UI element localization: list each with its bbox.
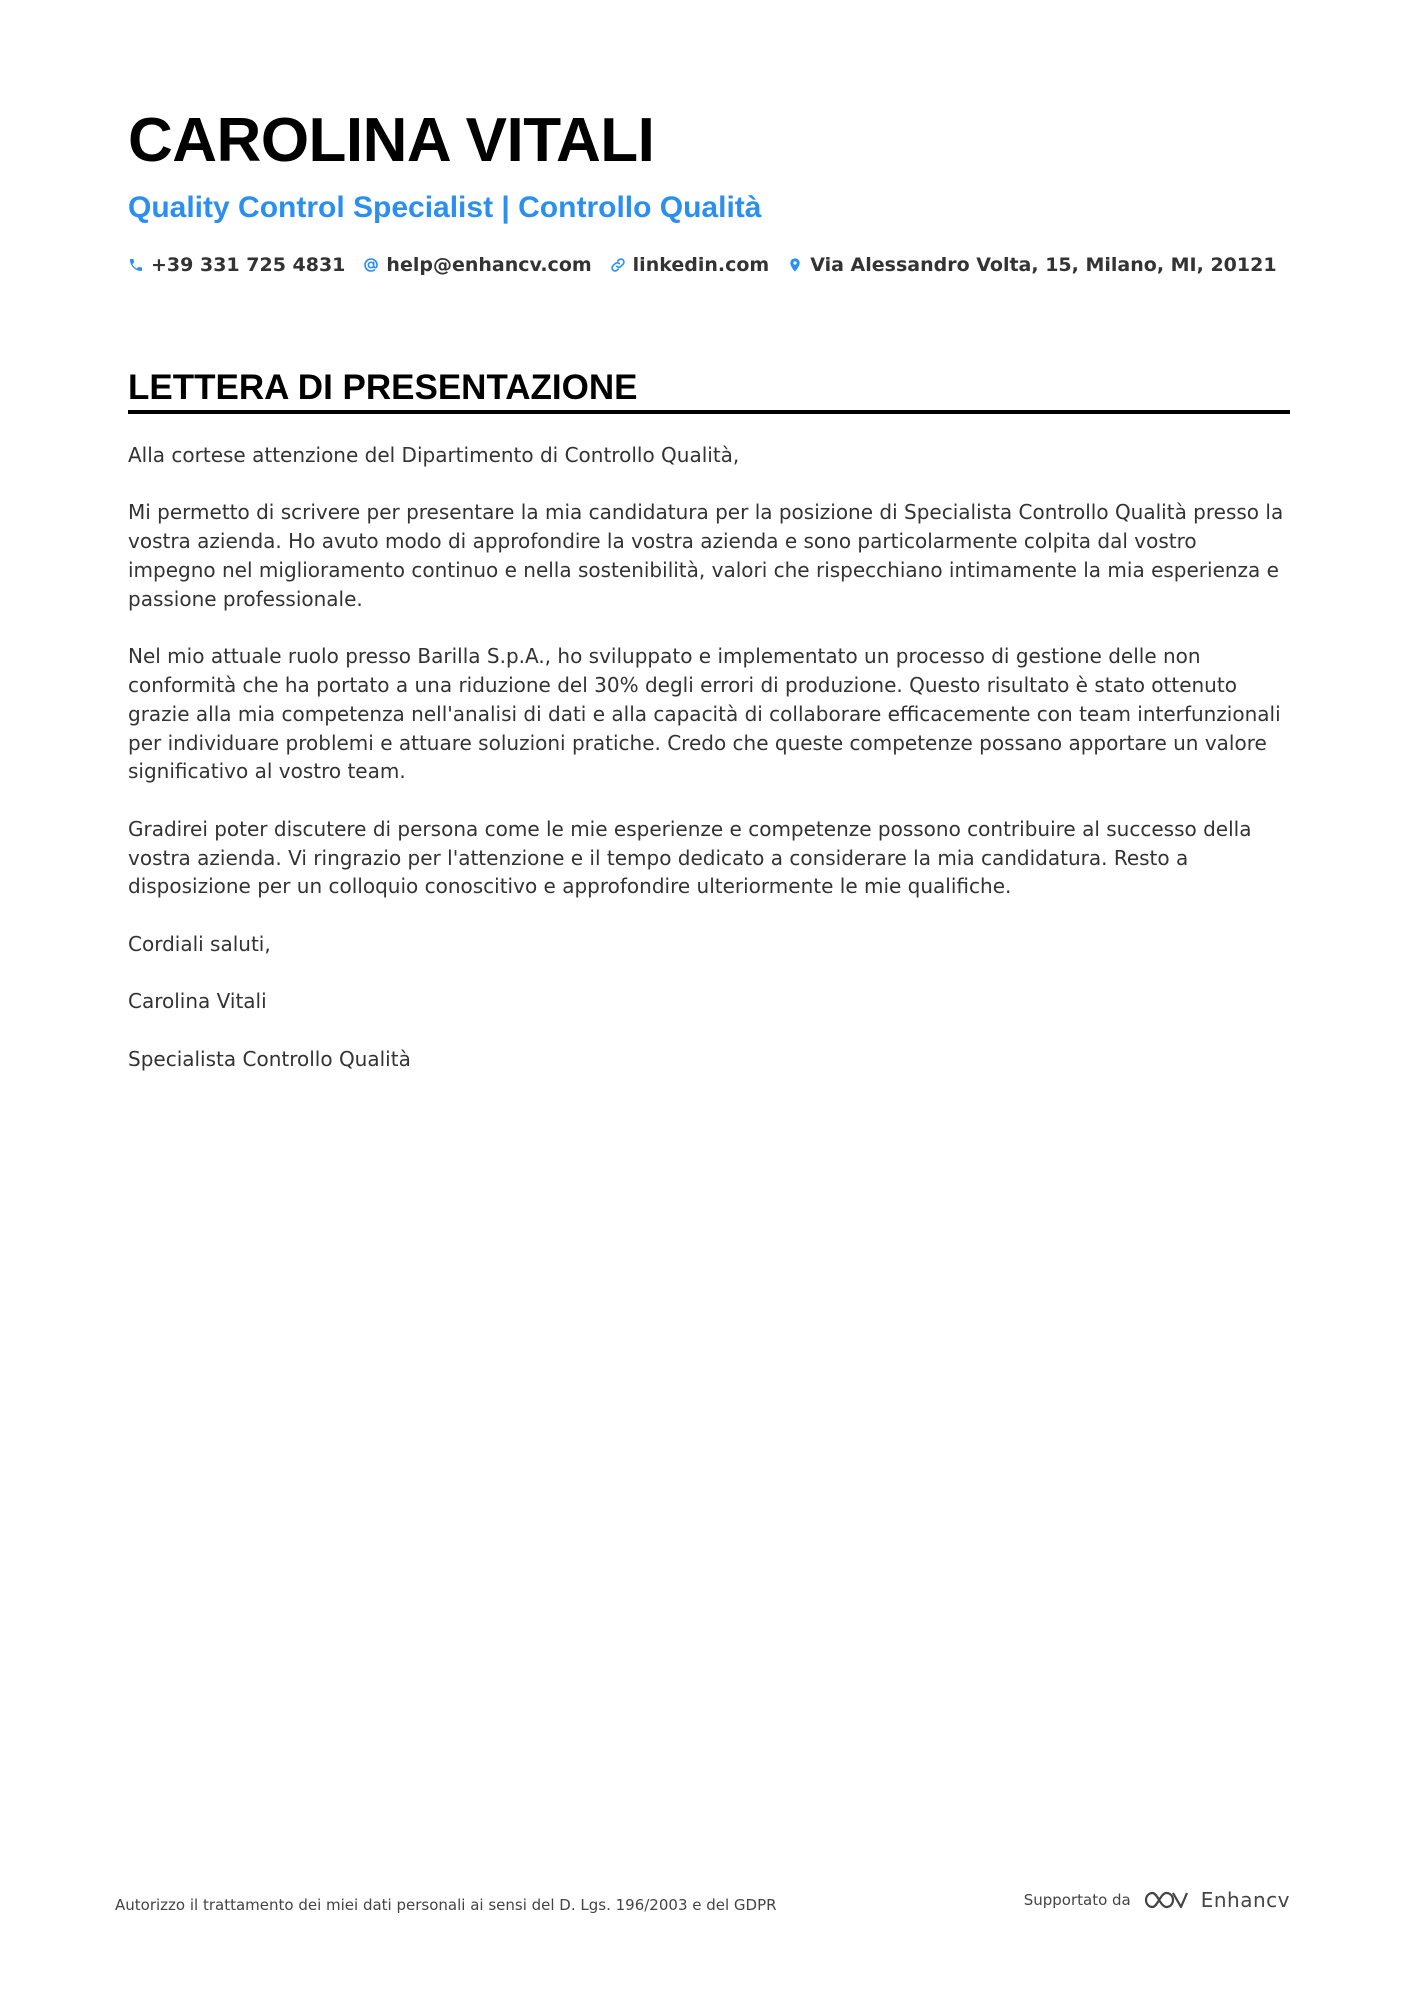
location-pin-icon bbox=[787, 257, 803, 273]
signature-title: Specialista Controllo Qualità bbox=[128, 1046, 411, 1071]
letter-closing: Cordiali saluti, bbox=[128, 931, 271, 956]
enhancv-brand-name[interactable]: Enhancv bbox=[1200, 1888, 1290, 1912]
signature-name: Carolina Vitali bbox=[128, 989, 267, 1014]
contact-address bbox=[787, 254, 1276, 276]
letter-body bbox=[128, 441, 1290, 1102]
section-divider bbox=[128, 410, 1290, 414]
letter-paragraph: Gradirei poter discutere di persona come le mie esperienze e competenze possono contribuire al successo della vostra azienda. Vi ringrazio per l'attenzione e il tempo dedicato a considerare la mia candidatura. Resto a disposizione per un colloquio conoscitivo e approfondire ulteriormente le mie qualifiche. bbox=[128, 816, 1252, 899]
contact-email-text[interactable]: help@enhancv.com bbox=[386, 254, 592, 276]
contact-address-text: Via Alessandro Volta, 15, Milano, MI, 20121 bbox=[810, 254, 1277, 276]
privacy-note: Autorizzo il trattamento dei miei dati personali ai sensi del D. Lgs. 196/2003 e del GDPR bbox=[115, 1896, 777, 1914]
contact-linkedin[interactable] bbox=[610, 254, 770, 276]
candidate-title: Quality Control Specialist | Controllo Qualità bbox=[128, 191, 762, 224]
contact-bar bbox=[128, 254, 1295, 276]
phone-icon bbox=[128, 257, 144, 273]
link-icon bbox=[610, 257, 626, 273]
contact-phone bbox=[128, 254, 345, 276]
section-title: LETTERA DI PRESENTAZIONE bbox=[128, 368, 638, 407]
candidate-name: CAROLINA VITALI bbox=[128, 106, 655, 175]
letter-salutation: Alla cortese attenzione del Dipartimento di Controllo Qualità, bbox=[128, 443, 740, 467]
letter-paragraph: Mi permetto di scrivere per presentare la mia candidatura per la posizione di Specialista Controllo Qualità presso la vostra azienda. Ho avuto modo di approfondire la vostra azienda e sono particolarmente colpita dal vostro impegno nel miglioramento continuo e nella sostenibilità, valori che rispecchiano intimamente la mia esperienza e passione professionale. bbox=[128, 500, 1284, 611]
contact-phone-text: +39 331 725 4831 bbox=[151, 254, 346, 276]
at-icon bbox=[363, 257, 379, 273]
contact-email[interactable] bbox=[363, 254, 591, 276]
powered-by-label: Supportato da bbox=[1023, 1891, 1131, 1909]
letter-paragraph: Nel mio attuale ruolo presso Barilla S.p.A., ho sviluppato e implementato un processo di gestione delle non conformità che ha portato a una riduzione del 30% degli errori di produzione. Questo risultato è stato ottenuto grazie alla mia competenza nell'analisi di dati e alla capacità di collaborare efficacemente con team interfunzionali per individuare problemi e attuare soluzioni pratiche. Credo che queste competenze possano apportare un valore significativo al vostro team. bbox=[128, 644, 1281, 784]
contact-linkedin-text[interactable]: linkedin.com bbox=[632, 254, 770, 276]
powered-by[interactable] bbox=[1024, 1888, 1290, 1912]
enhancv-logo-icon bbox=[1143, 1888, 1189, 1912]
